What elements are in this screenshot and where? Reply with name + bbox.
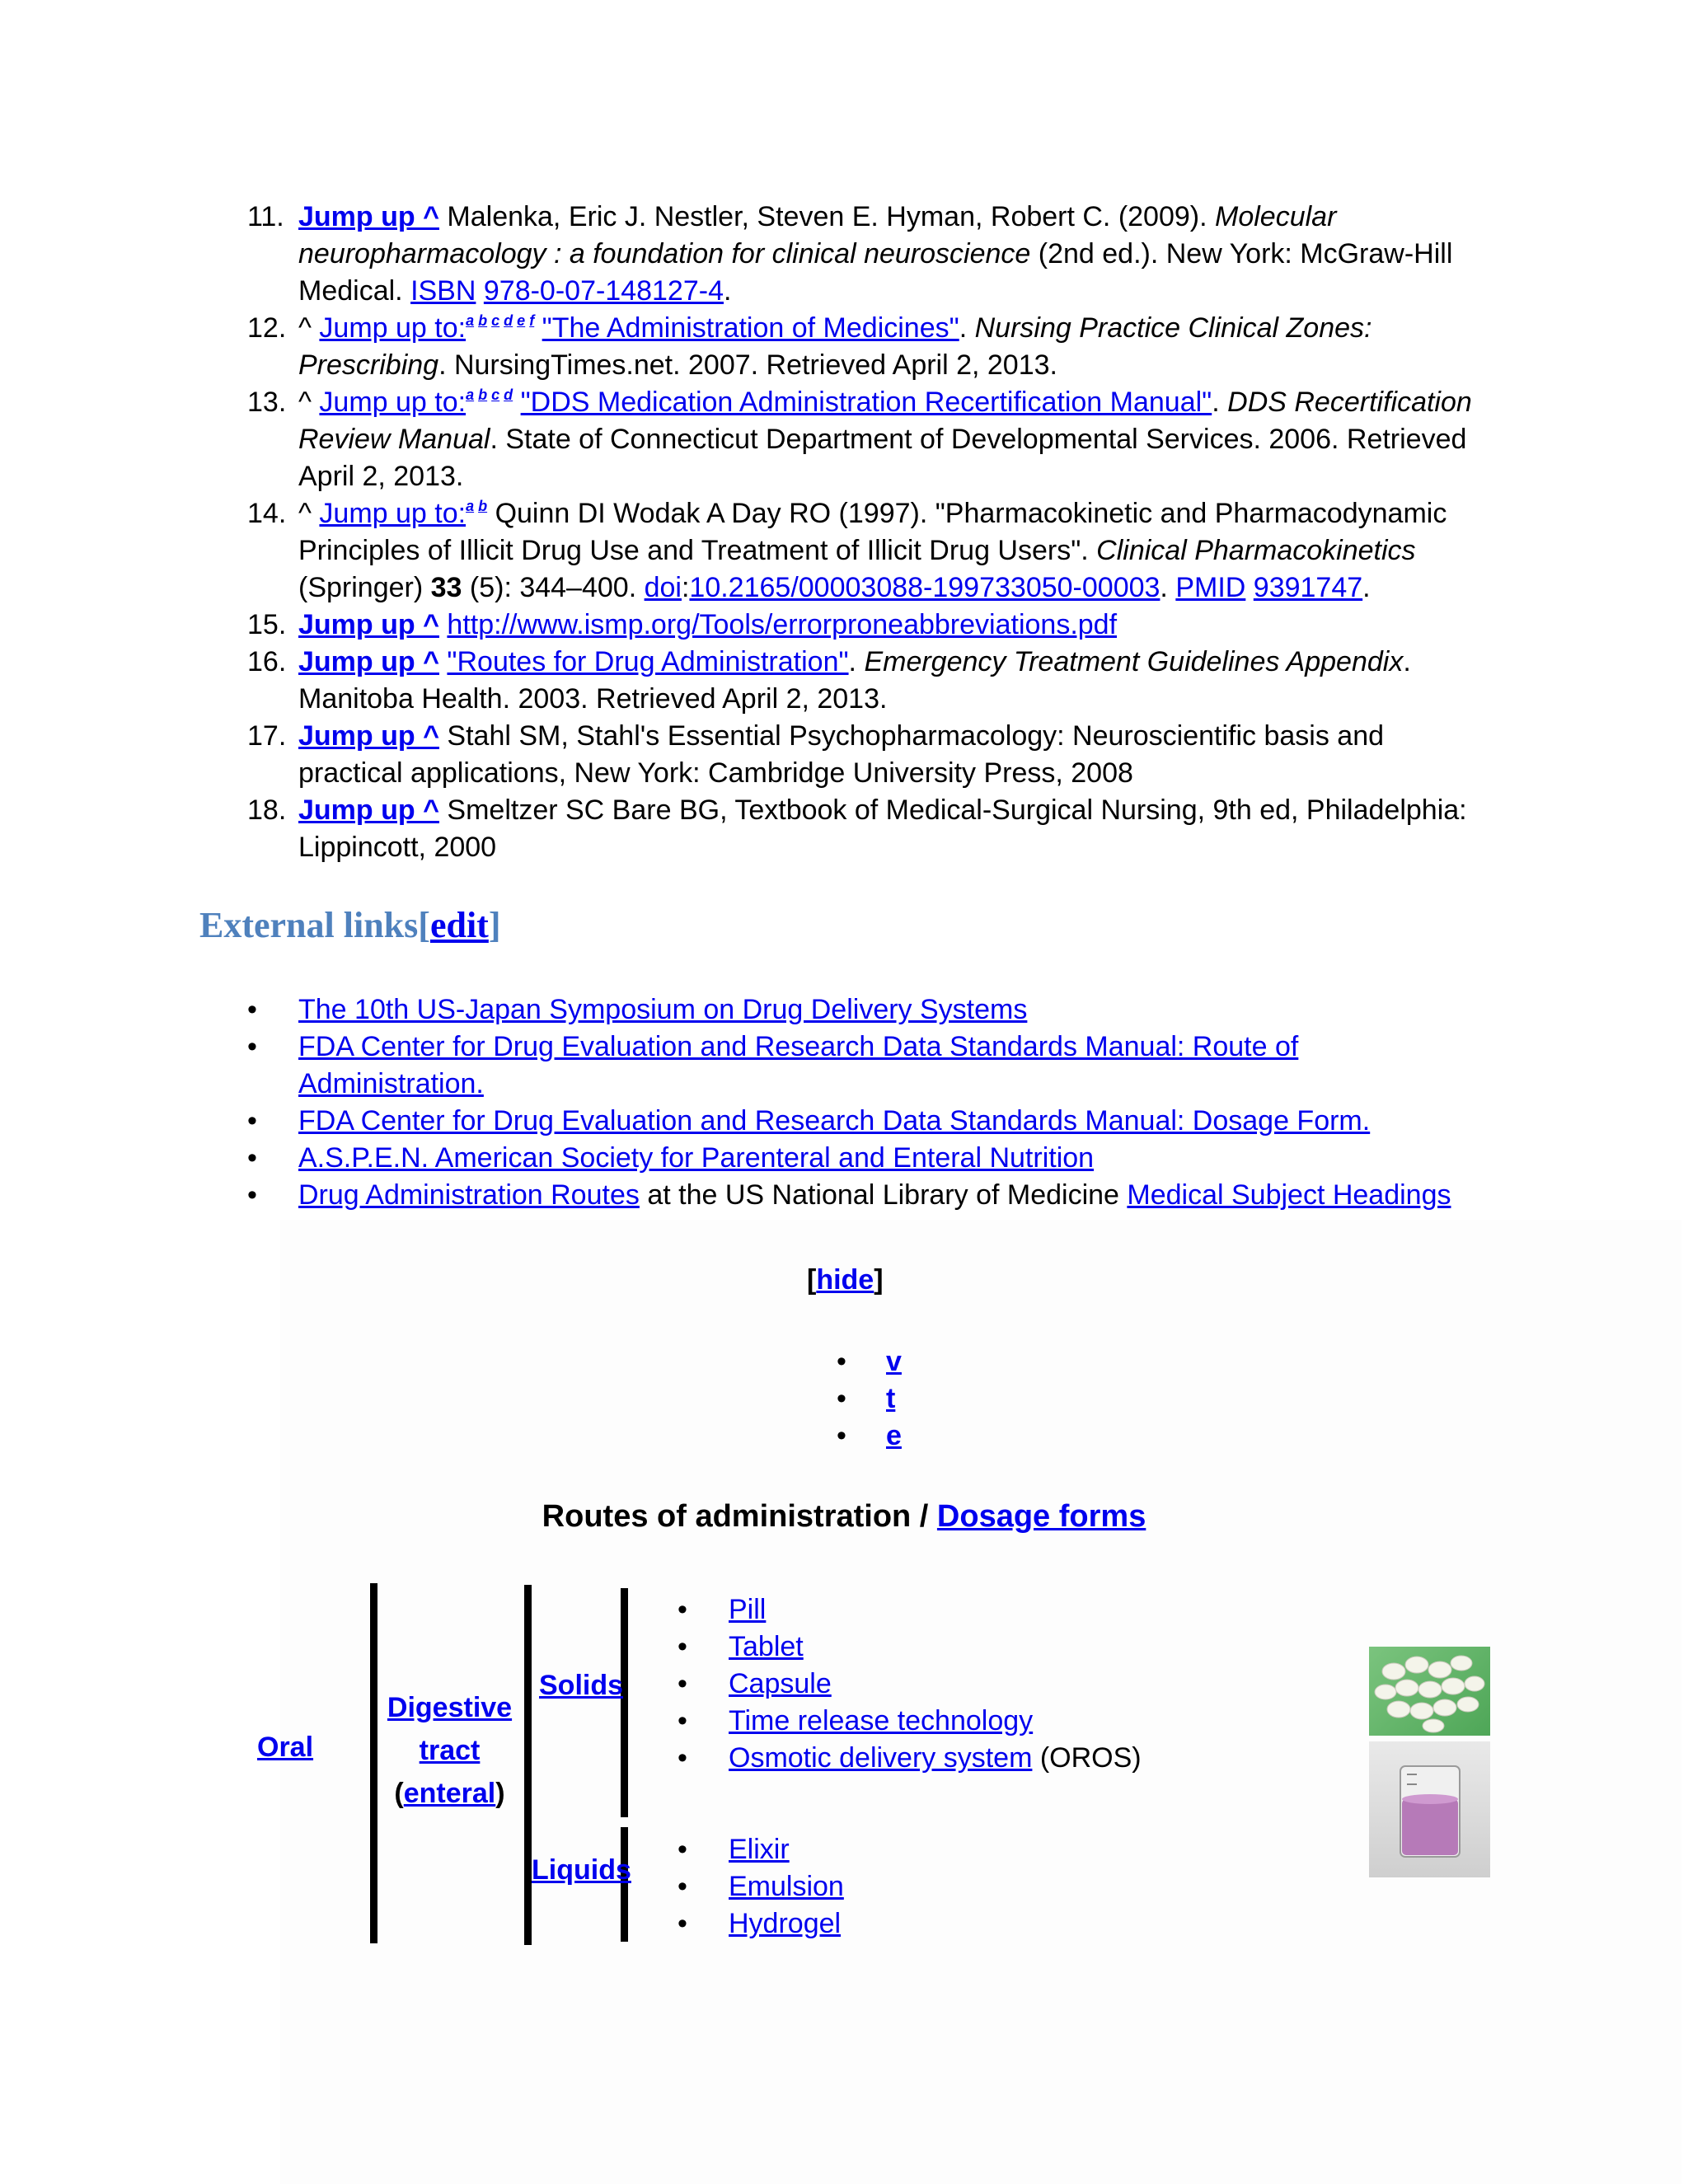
reference-text: . State of Connecticut Department of Developmental Services. 2006. Retrieved April 2, 2013.: [298, 424, 1467, 492]
talk-template-link[interactable]: t: [886, 1383, 896, 1414]
list-item: [678, 1905, 844, 1943]
list-item: [678, 1831, 844, 1868]
edit-template-link[interactable]: e: [886, 1420, 902, 1451]
backlink-c[interactable]: c: [491, 387, 500, 403]
backlink-d[interactable]: d: [504, 387, 513, 403]
link-text: Digestive: [387, 1692, 513, 1723]
external-link-item: [247, 1140, 1484, 1177]
navbox-hide-control: [807, 1262, 884, 1299]
reference-number: 13.: [247, 387, 287, 418]
backlink-a[interactable]: a: [466, 498, 475, 514]
liquids-link[interactable]: Liquids: [532, 1854, 631, 1886]
reference-link[interactable]: "DDS Medication Administration Recertification Manual": [520, 387, 1212, 418]
hydrogel-link[interactable]: Hydrogel: [729, 1908, 842, 1939]
bracket: ): [495, 1778, 505, 1809]
punctuation: .: [848, 646, 865, 677]
vte-item: [837, 1343, 902, 1380]
hide-link[interactable]: hide: [816, 1264, 874, 1296]
jump-up-link[interactable]: Jump up ^: [298, 609, 439, 640]
reference-number: 12.: [247, 312, 287, 344]
external-link[interactable]: The 10th US-Japan Symposium on Drug Delivery Systems: [298, 994, 1028, 1025]
punctuation: .: [1362, 572, 1371, 603]
doi-number-link[interactable]: 10.2165/00003088-199733050-00003: [689, 572, 1160, 603]
reference-link[interactable]: "The Administration of Medicines": [542, 312, 959, 344]
group-divider: [524, 1585, 532, 1945]
reference-number: 17.: [247, 720, 287, 752]
backlink-letters: [466, 387, 513, 403]
reference-15: [247, 607, 1484, 644]
view-template-link[interactable]: v: [886, 1346, 902, 1377]
backlink-e[interactable]: e: [517, 312, 526, 329]
external-link-item: [247, 1103, 1484, 1140]
reference-16: [247, 644, 1484, 718]
reference-text: (2nd ed.). New York: McGraw-Hill Medical.: [298, 238, 1453, 307]
enteral-link[interactable]: enteral: [403, 1778, 496, 1809]
punctuation: .: [1160, 572, 1176, 603]
publisher: (Springer): [298, 572, 431, 603]
list-item: [678, 1591, 1142, 1629]
external-link-item: [247, 1029, 1484, 1103]
list-item: [678, 1703, 1142, 1740]
list-item: [678, 1740, 1142, 1777]
backlink-a[interactable]: a: [466, 387, 475, 403]
digestive-tract-group: [386, 1686, 513, 1815]
reference-17: [247, 718, 1484, 792]
caret: ^: [298, 498, 312, 529]
navbox-title: [0, 1496, 1688, 1537]
backlink-f[interactable]: f: [529, 312, 535, 329]
external-link[interactable]: FDA Center for Drug Evaluation and Research Data Standards Manual: Route of Administration.: [298, 1031, 1299, 1099]
backlink-letters: [466, 498, 487, 514]
reference-work: Nursing Practice Clinical Zones: Prescribing: [298, 312, 1372, 381]
backlink-b[interactable]: b: [478, 498, 488, 514]
list-item: [678, 1868, 844, 1905]
journal-name: Clinical Pharmacokinetics: [1096, 535, 1416, 566]
external-links-heading: [199, 901, 500, 950]
reference-link[interactable]: "Routes for Drug Administration": [447, 646, 849, 677]
jump-up-link[interactable]: Jump up to:: [319, 498, 467, 529]
oral-link[interactable]: Oral: [257, 1732, 314, 1763]
list-item: [678, 1666, 1142, 1703]
reference-text: . Manitoba Health. 2003. Retrieved April 2, 2013.: [298, 646, 1411, 715]
reference-work: Emergency Treatment Guidelines Appendix: [864, 646, 1404, 677]
backlink-c[interactable]: c: [491, 312, 500, 329]
reference-title: Molecular neuropharmacology : a foundation for clinical neuroscience: [298, 201, 1337, 269]
reference-14: [247, 495, 1484, 607]
pills-image[interactable]: [1369, 1647, 1490, 1736]
external-link[interactable]: FDA Center for Drug Evaluation and Research Data Standards Manual: Dosage Form.: [298, 1105, 1371, 1137]
pages: (5): 344–400.: [462, 572, 645, 603]
reference-11: [247, 199, 1484, 310]
capsule-link[interactable]: Capsule: [729, 1668, 832, 1699]
external-link-item: [247, 991, 1484, 1029]
punctuation: .: [723, 275, 732, 307]
liquid-forms-list: [678, 1831, 844, 1943]
elixir-link[interactable]: Elixir: [729, 1834, 790, 1865]
bracket: ]: [874, 1264, 884, 1296]
section-title: External links: [199, 905, 419, 945]
isbn-link[interactable]: ISBN: [410, 275, 476, 307]
reference-13: [247, 384, 1484, 495]
backlink-d[interactable]: d: [504, 312, 513, 329]
backlink-a[interactable]: a: [466, 312, 475, 329]
beaker-image[interactable]: [1369, 1741, 1490, 1877]
caret: ^: [298, 312, 312, 344]
beaker-illustration: [1369, 1741, 1490, 1877]
bracket: [: [418, 905, 430, 945]
navbox-title-text: Routes of administration /: [542, 1499, 937, 1534]
pill-link[interactable]: Pill: [729, 1594, 767, 1625]
reference-text: . NursingTimes.net. 2007. Retrieved April 2, 2013.: [438, 349, 1057, 381]
external-link[interactable]: Drug Administration Routes: [298, 1179, 640, 1211]
reference-work: DDS Recertification Review Manual: [298, 387, 1472, 455]
bracket: [: [807, 1264, 817, 1296]
backlink-letters: [466, 312, 534, 329]
group-divider: [370, 1583, 377, 1943]
jump-up-link[interactable]: Jump up ^: [298, 201, 439, 232]
bracket: (: [394, 1778, 404, 1809]
backlink-b[interactable]: b: [478, 387, 488, 403]
vte-list: [837, 1343, 902, 1455]
jump-up-link[interactable]: Jump up to:: [319, 312, 467, 344]
doi-link[interactable]: doi: [644, 572, 682, 603]
caret: ^: [298, 387, 312, 418]
digestive-tract-link[interactable]: [387, 1692, 512, 1766]
punctuation: :: [681, 572, 690, 603]
jump-up-link[interactable]: Jump up to:: [319, 387, 467, 418]
punctuation: .: [1212, 387, 1228, 418]
solids-link[interactable]: Solids: [539, 1670, 624, 1701]
external-links-list: [247, 991, 1484, 1251]
dosage-forms-link[interactable]: Dosage forms: [936, 1499, 1146, 1534]
backlink-b[interactable]: b: [478, 312, 488, 329]
edit-section-link[interactable]: edit: [429, 905, 489, 945]
reference-text: Stahl SM, Stahl's Essential Psychopharmacology: Neuroscientific basis and practical applications, New York: Cambridge University Press, 2008: [298, 720, 1385, 789]
link-text: tract: [419, 1735, 481, 1766]
reference-text: Quinn DI Wodak A Day RO (1997). "Pharmacokinetic and Pharmacodynamic Principles of Illicit Drug Use and Treatment of Illicit Drug Users".: [298, 498, 1447, 566]
pmid-link[interactable]: PMID: [1175, 572, 1246, 603]
emulsion-link[interactable]: Emulsion: [729, 1871, 844, 1902]
reference-text: Malenka, Eric J. Nestler, Steven E. Hyman, Robert C. (2009).: [447, 201, 1216, 232]
reference-text: Smeltzer SC Bare BG, Textbook of Medical-Surgical Nursing, 9th ed, Philadelphia: Lippincott, 2000: [298, 794, 1467, 863]
reference-number: 18.: [247, 794, 287, 826]
external-link[interactable]: Medical Subject Headings: [1127, 1179, 1451, 1211]
solid-forms-list: [678, 1591, 1142, 1777]
time-release-link[interactable]: Time release technology: [729, 1705, 1034, 1736]
url-link[interactable]: http://www.ismp.org/Tools/errorproneabbreviations.pdf: [447, 609, 1118, 640]
link-text: at the US National Library of Medicine: [639, 1179, 1128, 1211]
list-item: [678, 1629, 1142, 1666]
reference-number: 15.: [247, 609, 287, 640]
vte-item: [837, 1380, 902, 1418]
volume: 33: [430, 572, 462, 603]
jump-up-link[interactable]: Jump up ^: [298, 794, 439, 826]
reference-12: [247, 310, 1484, 384]
reference-number: 11.: [247, 201, 284, 232]
external-link[interactable]: A.S.P.E.N. American Society for Parenteral and Enteral Nutrition: [298, 1142, 1095, 1174]
bracket: ]: [488, 905, 501, 945]
isbn-number-link[interactable]: 978-0-07-148127-4: [483, 275, 724, 307]
punctuation: .: [959, 312, 975, 344]
reference-number: 16.: [247, 646, 287, 677]
tablet-link[interactable]: Tablet: [729, 1631, 804, 1662]
pills-illustration: [1369, 1647, 1490, 1736]
oros-text: (OROS): [1032, 1742, 1142, 1774]
vte-item: [837, 1418, 902, 1455]
jump-up-link[interactable]: Jump up ^: [298, 720, 439, 752]
reference-number: 14.: [247, 498, 287, 529]
references-list: [247, 199, 1484, 866]
pmid-number-link[interactable]: 9391747: [1253, 572, 1363, 603]
osmotic-delivery-link[interactable]: Osmotic delivery system: [729, 1742, 1033, 1774]
jump-up-link[interactable]: Jump up ^: [298, 646, 439, 677]
reference-18: [247, 792, 1484, 866]
